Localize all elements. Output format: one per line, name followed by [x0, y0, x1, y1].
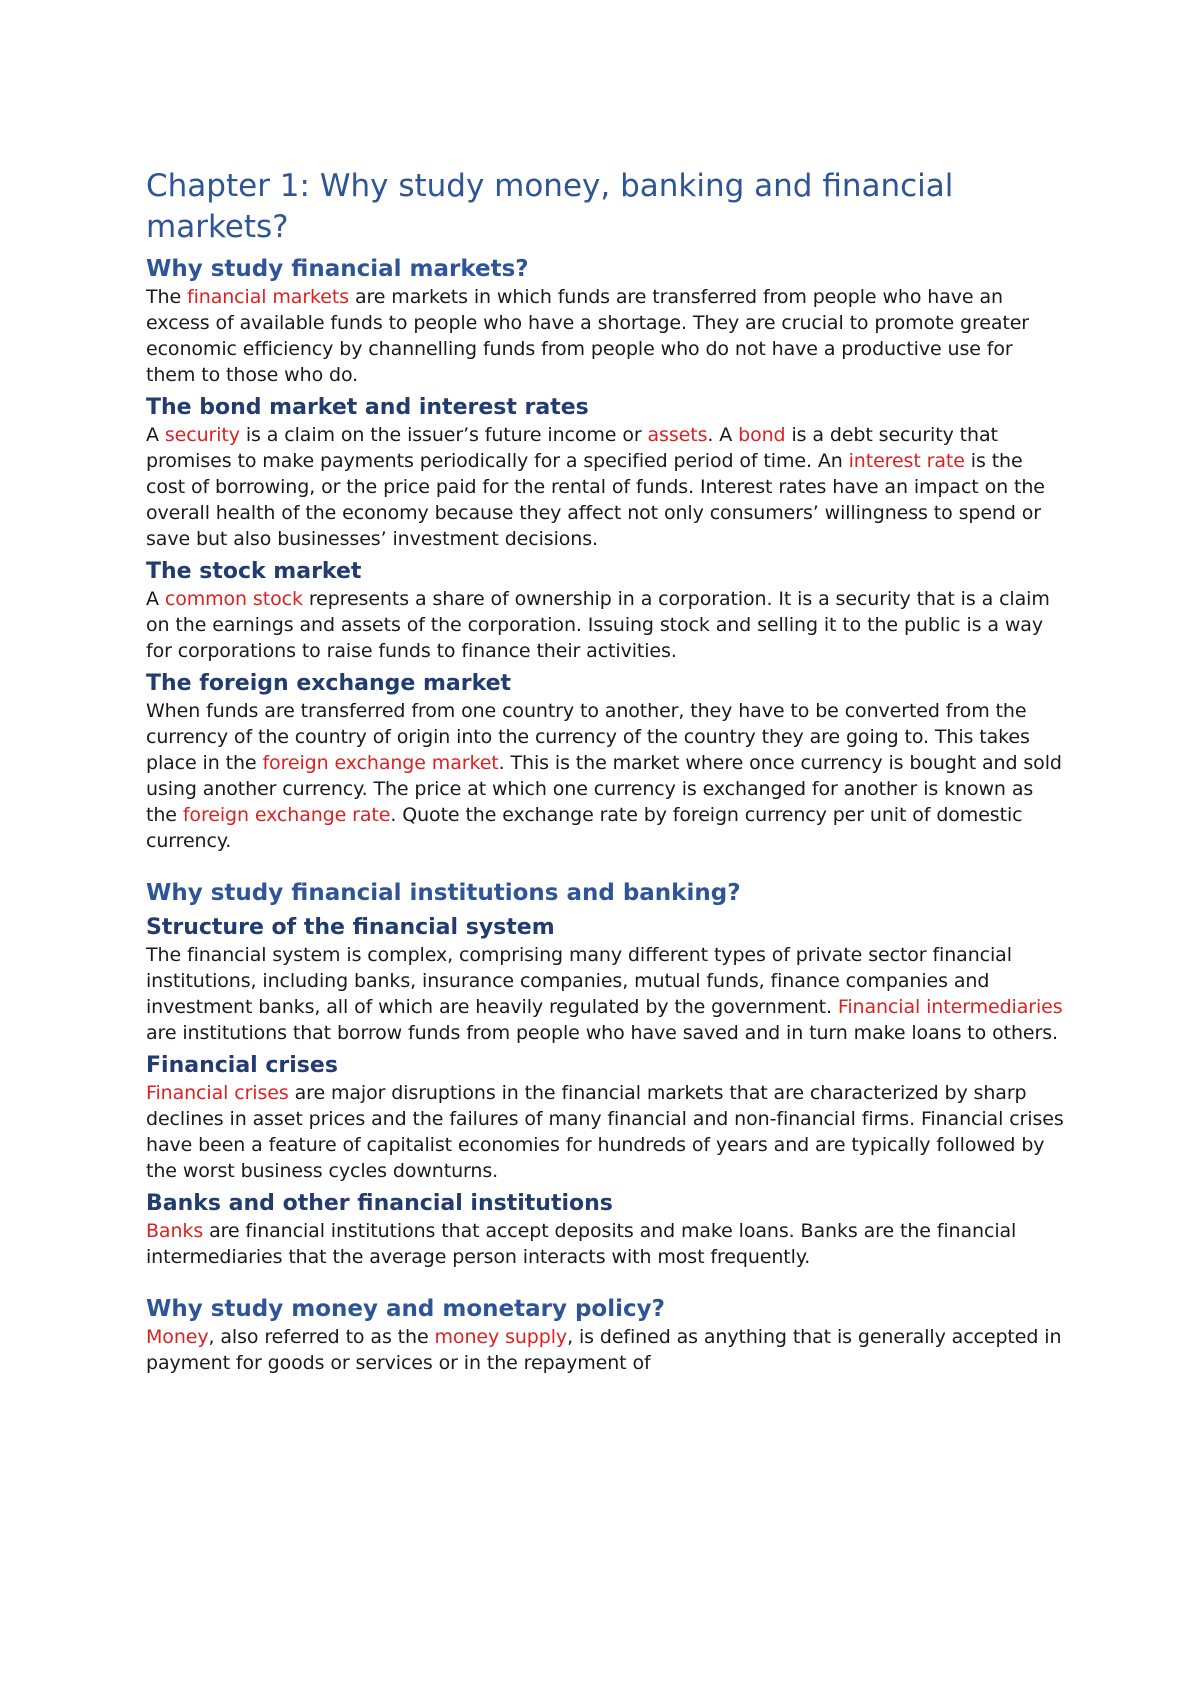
paragraph-text: is a debt security that promises to make payments periodically for a specified period of time. An	[146, 424, 998, 472]
paragraph-text: . This is the market where once currency is bought and sold using another currency. The price at which one currency is exchanged for another is known as the	[146, 752, 1062, 826]
subsection-heading: The foreign exchange market	[146, 671, 512, 696]
key-term: interest rate	[848, 450, 965, 472]
paragraph	[146, 1080, 1066, 1184]
subsection-heading: The stock market	[146, 559, 362, 584]
paragraph-text: is a claim on the issuer’s future income or	[239, 424, 648, 446]
section-spacer	[146, 854, 1066, 878]
key-term: common stock	[164, 588, 303, 610]
paragraph-text: are markets in which funds are transferred from people who have an excess of available funds to people who have a shortage. They are crucial to promote greater economic efficiency by channelling funds from people who do not have a productive use for them to those who do.	[146, 286, 1030, 386]
paragraph-text: are major disruptions in the financial markets that are characterized by sharp declines in asset prices and the failures of many financial and non-financial firms. Financial crises have been a feature of capitalist economies for hundreds of years and are typically followed by the worst business cycles downturns.	[146, 1082, 1064, 1182]
paragraph	[146, 586, 1066, 664]
section-heading: Why study money and monetary policy?	[146, 1296, 665, 1322]
key-term: foreign exchange market	[262, 752, 499, 774]
paragraph-text: A	[146, 424, 165, 446]
key-term: Banks	[146, 1220, 204, 1242]
subsection-heading: Banks and other financial institutions	[146, 1191, 613, 1216]
paragraph	[146, 1324, 1066, 1376]
key-term: Financial intermediaries	[837, 996, 1063, 1018]
document-body	[146, 254, 1066, 1376]
paragraph-text: . A	[707, 424, 739, 446]
paragraph	[146, 698, 1066, 854]
paragraph-text: represents a share of ownership in a corporation. It is a security that is a claim on the earnings and assets of the corporation. Issuing stock and selling it to the public is a way for corporations to raise funds to finance their activities.	[146, 588, 1050, 662]
paragraph-text: . Quote the exchange rate by foreign currency per unit of domestic currency.	[146, 804, 1023, 852]
section-heading: Why study financial markets?	[146, 256, 529, 282]
paragraph-text: are institutions that borrow funds from people who have saved and in turn make loans to others.	[146, 1022, 1058, 1044]
subsection-heading: The bond market and interest rates	[146, 395, 589, 420]
key-term: security	[164, 424, 240, 446]
section-spacer	[146, 1270, 1066, 1294]
key-term: assets	[647, 424, 708, 446]
subsection-heading: Financial crises	[146, 1053, 338, 1078]
document-page	[146, 166, 1066, 1376]
paragraph-text: The financial system is complex, comprising many different types of private sector financial institutions, including banks, insurance companies, mutual funds, finance companies and investment banks, all of which are heavily regulated by the government.	[146, 944, 1012, 1018]
paragraph-text: is the cost of borrowing, or the price paid for the rental of funds. Interest rates have an impact on the overall health of the economy because they affect not only consumers’ willingness to spend or save but also businesses’ investment decisions.	[146, 450, 1045, 550]
paragraph-text: are financial institutions that accept deposits and make loans. Banks are the financial intermediaries that the average person interacts with most frequently.	[146, 1220, 1017, 1268]
subsection-heading: Structure of the financial system	[146, 915, 555, 940]
paragraph-text: A	[146, 588, 165, 610]
paragraph	[146, 942, 1066, 1046]
key-term: Financial crises	[146, 1082, 289, 1104]
paragraph	[146, 284, 1066, 388]
paragraph-text: When funds are transferred from one country to another, they have to be converted from the currency of the country of origin into the currency of the country they are going to. This takes place in the	[146, 700, 1030, 774]
key-term: bond	[738, 424, 786, 446]
key-term: money supply	[434, 1326, 568, 1348]
chapter-title: Chapter 1: Why study money, banking and financial markets?	[146, 168, 954, 245]
paragraph-text: , is defined as anything that is generally accepted in payment for goods or services or in the repayment of	[146, 1326, 1062, 1374]
key-term: financial markets	[186, 286, 349, 308]
paragraph-text: , also referred to as the	[208, 1326, 435, 1348]
paragraph	[146, 422, 1066, 552]
key-term: Money	[146, 1326, 209, 1348]
paragraph-text: The	[146, 286, 187, 308]
key-term: foreign exchange rate	[182, 804, 391, 826]
section-heading: Why study financial institutions and banking?	[146, 880, 741, 906]
paragraph	[146, 1218, 1066, 1270]
